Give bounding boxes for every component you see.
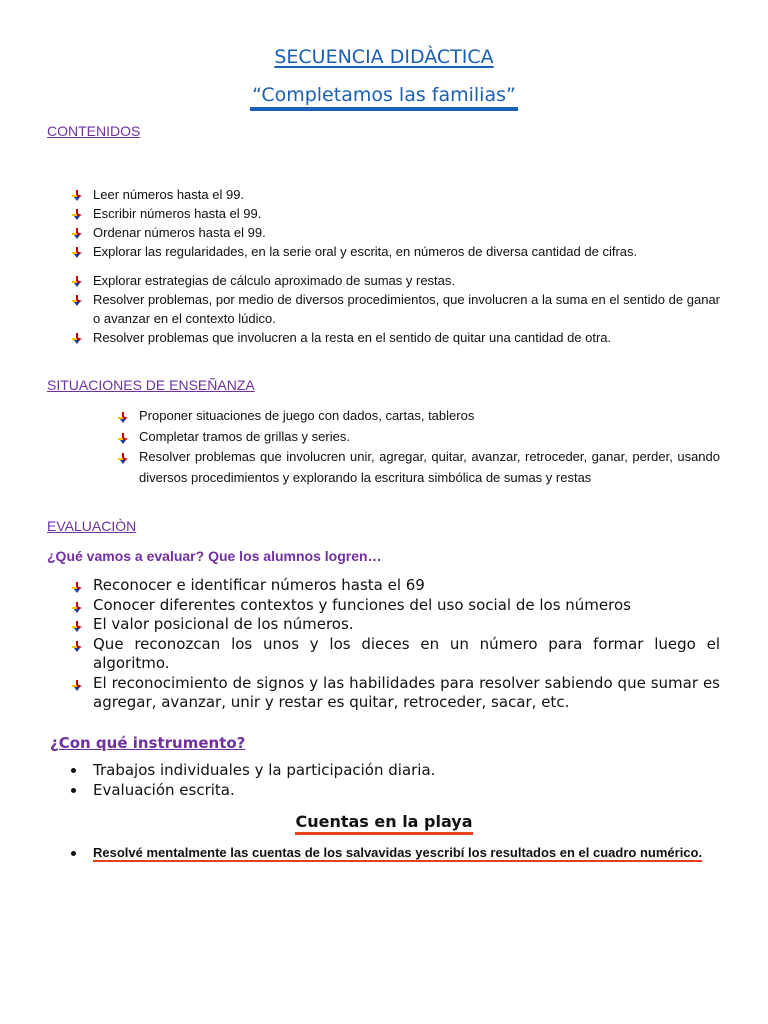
list-item: El valor posicional de los números. [93,615,720,635]
situaciones-list [139,406,720,488]
list-item: Completar tramos de grillas y series. [139,427,720,448]
situaciones-heading: SITUACIONES DE ENSEÑANZA [47,377,255,393]
contenidos-heading: CONTENIDOS [47,123,141,139]
instrument-list [93,761,720,800]
list-item: El reconocimiento de signos y las habilidades para resolver sabiendo que sumar es agregar, avanzar, unir y restar es quitar, retroceder, sacar, etc. [93,674,720,713]
arrow-bullet-icon [117,431,129,443]
evaluacion-question: ¿Qué vamos a evaluar? Que los alumnos logren… [47,548,382,564]
arrow-bullet-icon [71,226,83,238]
arrow-bullet-icon [71,293,83,305]
arrow-bullet-icon [71,207,83,219]
list-item: Proponer situaciones de juego con dados, cartas, tableros [139,406,720,427]
list-item: Conocer diferentes contextos y funciones del uso social de los números [93,596,720,616]
evaluacion-heading: EVALUACIÒN [47,518,137,534]
list-item: Trabajos individuales y la participación diaria. [93,761,720,781]
list-item: Resolver problemas que involucren unir, agregar, quitar, avanzar, retroceder, ganar, perder, usando diversos procedimientos y explorando la escritura simbólica de sumas y restas [139,447,720,488]
evaluacion-list [93,576,720,713]
list-item: Explorar las regularidades, en la serie oral y escrita, en números de diversa cantidad de cifras. [93,242,720,261]
list-item: Resolver problemas que involucren a la resta en el sentido de quitar una cantidad de otra. [93,328,720,347]
contenidos-list-a [93,185,720,261]
bullet-dot-icon [71,851,76,856]
list-item: Escribir números hasta el 99. [93,204,720,223]
list-item: Reconocer e identificar números hasta el 69 [93,576,720,596]
arrow-bullet-icon [117,451,129,463]
bullet-dot-icon [71,788,76,793]
list-item: Resolver problemas, por medio de diversos procedimientos, que involucren a la suma en el sentido de ganar o avanzar en el contexto lúdico. [93,290,720,328]
activity-title-wrapper [0,812,768,835]
list-item: Que reconozcan los unos y los dieces en un número para formar luego el algoritmo. [93,635,720,674]
arrow-bullet-icon [71,678,83,690]
arrow-bullet-icon [71,274,83,286]
subtitle-wrapper [0,84,768,111]
arrow-bullet-icon [71,580,83,592]
arrow-bullet-icon [71,619,83,631]
list-item: Ordenar números hasta el 99. [93,223,720,242]
contenidos-list-b [93,271,720,347]
arrow-bullet-icon [71,639,83,651]
list-item: Evaluación escrita. [93,781,720,801]
list-item: Leer números hasta el 99. [93,185,720,204]
arrow-bullet-icon [71,245,83,257]
document-title: SECUENCIA DIDÀCTICA [274,46,494,68]
arrow-bullet-icon [71,188,83,200]
arrow-bullet-icon [117,410,129,422]
activity-title: Cuentas en la playa [295,812,472,835]
arrow-bullet-icon [71,331,83,343]
bullet-dot-icon [71,768,76,773]
arrow-bullet-icon [71,600,83,612]
instrument-heading: ¿Con qué instrumento? [50,734,246,752]
activity-instruction: Resolvé mentalmente las cuentas de los salvavidas yescribí los resultados en el cuadro numérico. [93,845,703,860]
document-subtitle: “Completamos las familias” [250,84,518,111]
list-item: Explorar estrategias de cálculo aproximado de sumas y restas. [93,271,720,290]
